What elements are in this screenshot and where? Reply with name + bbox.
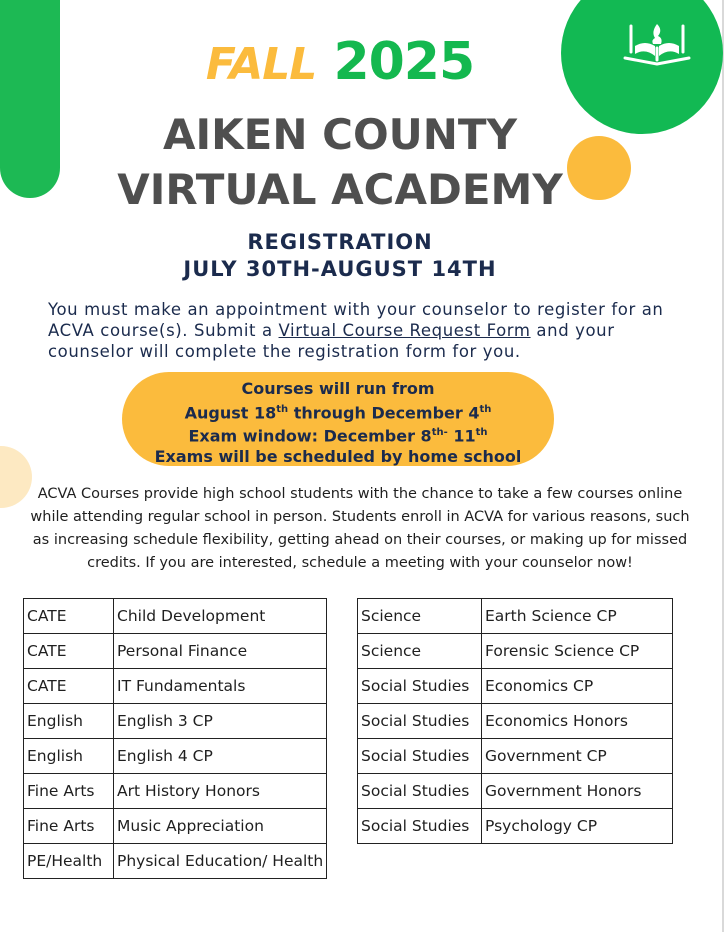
course-table-right: [357, 598, 673, 844]
course-category-cell: Social Studies: [358, 669, 482, 704]
course-name-cell: Economics CP: [482, 669, 673, 704]
course-name-cell: Child Development: [114, 599, 327, 634]
table-row: [358, 809, 673, 844]
schedule-line-4: Exams will be scheduled by home school: [154, 447, 522, 467]
course-category-cell: English: [24, 704, 114, 739]
table-row: [24, 844, 327, 879]
course-name-cell: Personal Finance: [114, 634, 327, 669]
course-category-cell: Fine Arts: [24, 774, 114, 809]
course-name-cell: IT Fundamentals: [114, 669, 327, 704]
table-row: [24, 669, 327, 704]
exam-window-end-suffix: th: [475, 427, 488, 439]
course-category-cell: Social Studies: [358, 774, 482, 809]
title-line-1: AIKEN COUNTY: [163, 110, 517, 159]
table-row: [24, 704, 327, 739]
course-name-cell: Government Honors: [482, 774, 673, 809]
course-name-cell: Earth Science CP: [482, 599, 673, 634]
course-name-cell: English 3 CP: [114, 704, 327, 739]
table-row: [358, 599, 673, 634]
course-name-cell: English 4 CP: [114, 739, 327, 774]
course-category-cell: Science: [358, 634, 482, 669]
course-name-cell: Art History Honors: [114, 774, 327, 809]
course-category-cell: PE/Health: [24, 844, 114, 879]
course-category-cell: English: [24, 739, 114, 774]
schedule-callout: [122, 372, 554, 466]
course-category-cell: Social Studies: [358, 739, 482, 774]
table-row: [24, 809, 327, 844]
table-row: [358, 739, 673, 774]
table-row: [358, 669, 673, 704]
schedule-start-date: August 18: [184, 402, 277, 422]
course-name-cell: Forensic Science CP: [482, 634, 673, 669]
table-row: [24, 739, 327, 774]
schedule-line-1: Courses will run from: [241, 379, 435, 398]
schedule-line-2: [122, 400, 554, 424]
schedule-start-suffix: th: [276, 403, 289, 415]
course-category-cell: CATE: [24, 599, 114, 634]
year-word: 2025: [333, 32, 475, 92]
table-row: [24, 774, 327, 809]
course-category-cell: Social Studies: [358, 704, 482, 739]
course-name-cell: Economics Honors: [482, 704, 673, 739]
intro-text-before: You must make an appointment with your counselor to register for an ACVA course(s). Submit a: [48, 300, 664, 340]
schedule-line-3: [122, 423, 554, 447]
course-category-cell: CATE: [24, 634, 114, 669]
table-row: [24, 634, 327, 669]
season-word: FALL: [205, 39, 317, 90]
course-category-cell: CATE: [24, 669, 114, 704]
course-name-cell: Psychology CP: [482, 809, 673, 844]
course-category-cell: Social Studies: [358, 809, 482, 844]
intro-text: [48, 299, 688, 362]
course-name-cell: Physical Education/ Health: [114, 844, 327, 879]
course-category-cell: Science: [358, 599, 482, 634]
exam-window-end: 11: [447, 426, 476, 446]
table-row: [358, 774, 673, 809]
course-request-form-link[interactable]: Virtual Course Request Form: [278, 321, 531, 340]
schedule-end-suffix: th: [479, 403, 492, 415]
course-name-cell: Music Appreciation: [114, 809, 327, 844]
title-line-2: VIRTUAL ACADEMY: [117, 165, 563, 214]
exam-window-start-suffix: th-: [431, 427, 448, 439]
description-paragraph: ACVA Courses provide high school students with the chance to take a few courses online while attending regular school in person. Students enroll in ACVA for various reasons, such as increasing schedule flexibility, getting ahead on their courses, or making up for missed credits. If you are interested, schedule a meeting with your counselor now!: [30, 486, 690, 571]
table-row: [358, 634, 673, 669]
table-row: [358, 704, 673, 739]
course-category-cell: Fine Arts: [24, 809, 114, 844]
table-row: [24, 599, 327, 634]
schedule-end-date: through December 4: [288, 402, 480, 422]
intro-text-after: and your counselor will complete the registration form for you.: [48, 321, 615, 361]
course-table-left: [23, 598, 327, 879]
season-heading: [0, 32, 680, 92]
course-name-cell: Government CP: [482, 739, 673, 774]
exam-window-start: Exam window: December 8: [188, 426, 432, 446]
registration-label: REGISTRATION: [247, 230, 433, 254]
registration-dates: JULY 30TH-AUGUST 14TH: [183, 257, 497, 281]
